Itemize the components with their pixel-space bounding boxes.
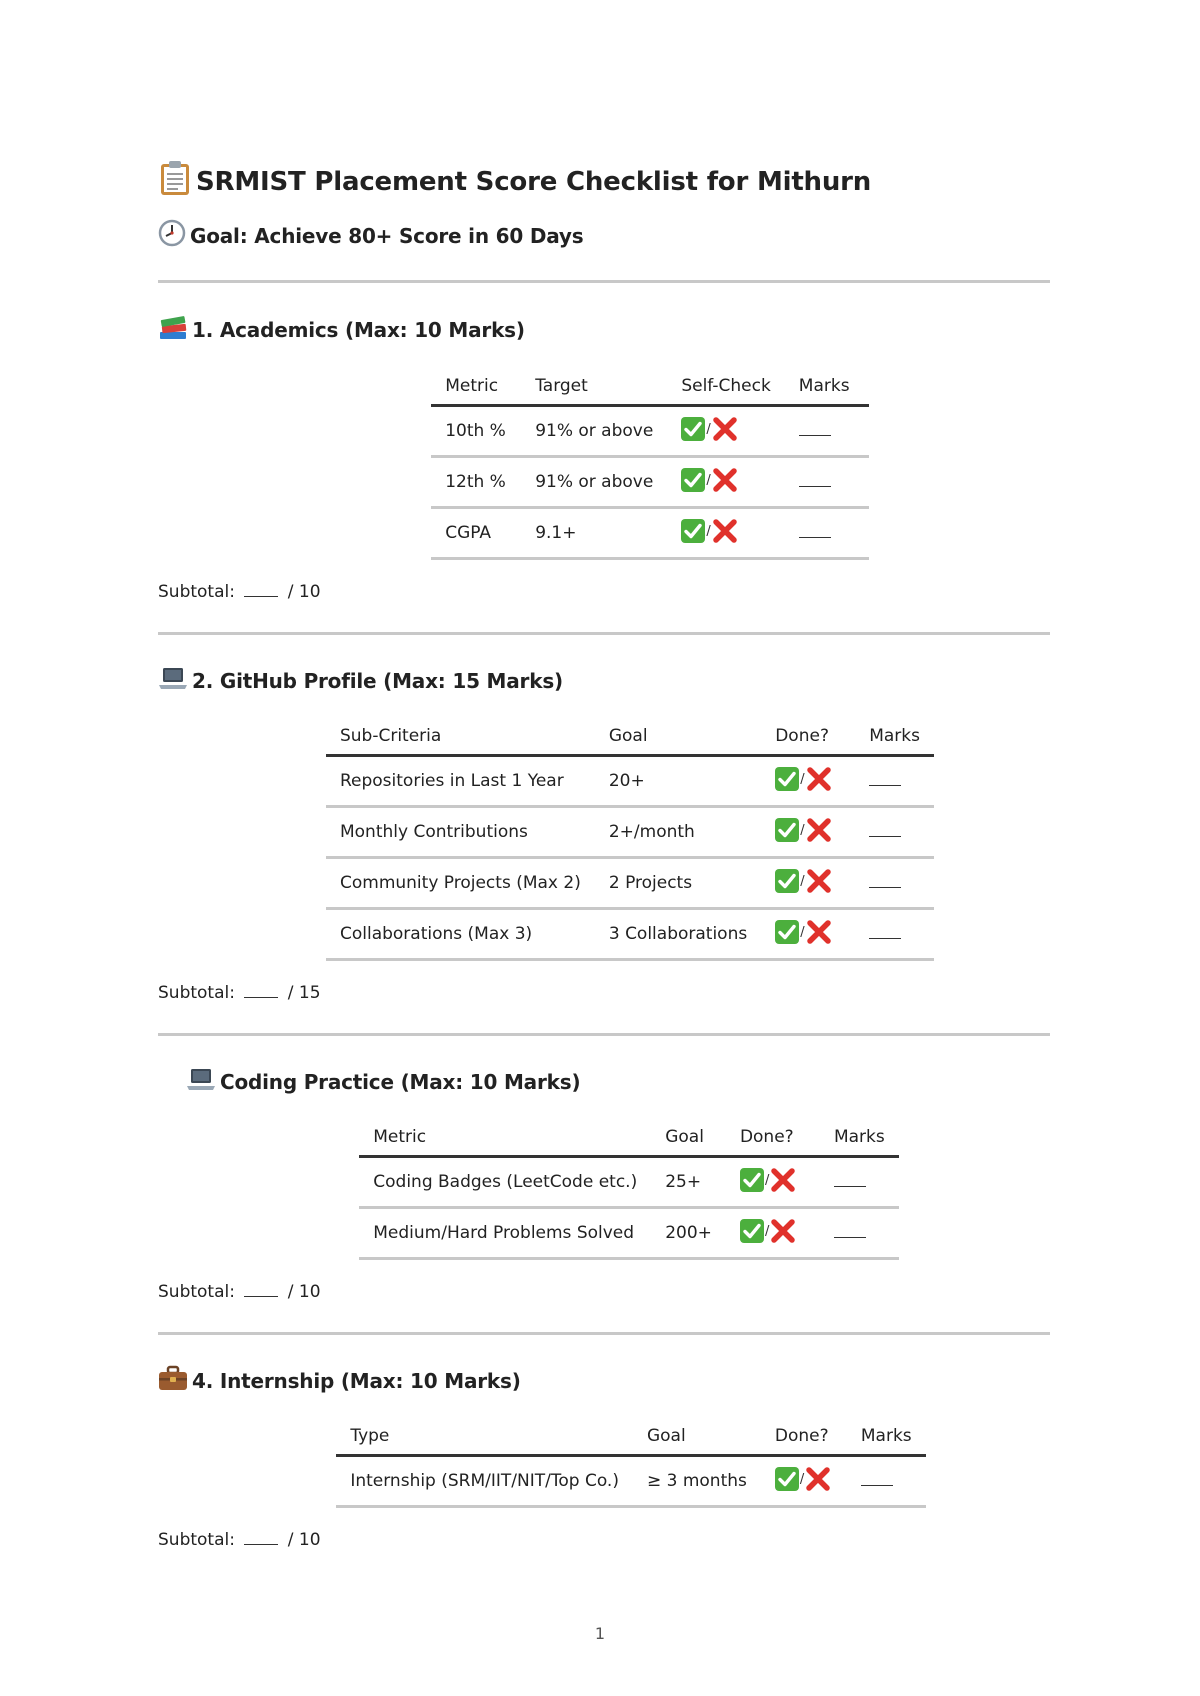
subtotal-label: Subtotal:: [158, 1282, 235, 1302]
marks-blank[interactable]: [799, 472, 831, 487]
col-header: Type: [336, 1420, 633, 1456]
row-label: CGPA: [431, 508, 521, 559]
marks-cell: [785, 406, 869, 457]
table-row: [326, 807, 934, 858]
marks-blank[interactable]: [799, 421, 831, 436]
col-header: Metric: [359, 1121, 651, 1157]
marks-cell: [847, 1456, 926, 1507]
document-page: [158, 160, 1050, 1550]
cross-mark-icon[interactable]: [712, 518, 738, 544]
self-check-cell: [667, 457, 784, 508]
marks-cell: [820, 1208, 899, 1259]
books-icon: [158, 313, 188, 346]
goal-text: Goal: Achieve 80+ Score in 60 Days: [190, 223, 584, 248]
col-header: Done?: [761, 1420, 847, 1456]
page-number: 1: [594, 1624, 606, 1643]
table-row: [336, 1456, 925, 1507]
row-goal: 200+: [651, 1208, 726, 1259]
table-row: [431, 406, 869, 457]
subtotal: [158, 582, 1050, 602]
marks-cell: [855, 909, 934, 960]
table-row: [326, 909, 934, 960]
section-heading-text: Coding Practice (Max: 10 Marks): [220, 1069, 581, 1094]
col-header: Self-Check: [667, 370, 784, 406]
marks-blank[interactable]: [869, 924, 901, 939]
table-body: [326, 756, 934, 960]
document-title: [158, 160, 1050, 203]
subtotal-blank[interactable]: [244, 983, 278, 998]
subtotal: [158, 983, 1050, 1003]
cross-mark-icon[interactable]: [712, 467, 738, 493]
self-check-cell: [726, 1157, 820, 1208]
cross-mark-icon[interactable]: [806, 868, 832, 894]
cross-mark-icon[interactable]: [805, 1466, 831, 1492]
divider: [158, 280, 1050, 283]
section-heading: [158, 665, 1050, 696]
self-check-cell: [726, 1208, 820, 1259]
row-goal: 2 Projects: [595, 858, 761, 909]
check-separator: /: [799, 1471, 805, 1487]
marks-blank[interactable]: [834, 1223, 866, 1238]
table-row: [326, 858, 934, 909]
row-label: 12th %: [431, 457, 521, 508]
row-label: Repositories in Last 1 Year: [326, 756, 595, 807]
divider: [158, 1033, 1050, 1036]
row-label: 10th %: [431, 406, 521, 457]
row-label: Monthly Contributions: [326, 807, 595, 858]
self-check-cell: [761, 909, 855, 960]
check-separator: /: [800, 822, 805, 838]
table-body: [336, 1456, 925, 1507]
marks-cell: [855, 756, 934, 807]
check-separator: /: [706, 421, 711, 437]
col-header: Done?: [726, 1121, 820, 1157]
cross-mark-icon[interactable]: [770, 1218, 796, 1244]
section-heading: [158, 313, 1050, 346]
check-mark-button-icon[interactable]: [775, 1467, 799, 1491]
coding-table: [359, 1121, 898, 1260]
subtotal-label: Subtotal:: [158, 1530, 235, 1550]
col-header: Goal: [651, 1121, 726, 1157]
col-header: Done?: [761, 720, 855, 756]
row-label: Internship (SRM/IIT/NIT/Top Co.): [336, 1456, 633, 1507]
check-mark-button-icon[interactable]: [681, 417, 705, 441]
github-table: [326, 720, 934, 961]
self-check: [775, 817, 831, 843]
section-heading-text: 2. GitHub Profile (Max: 15 Marks): [192, 668, 563, 693]
self-check: [775, 919, 831, 945]
self-check: [740, 1167, 796, 1193]
row-goal: 20+: [595, 756, 761, 807]
cross-mark-icon[interactable]: [806, 766, 832, 792]
goal-heading: [158, 219, 1050, 252]
row-goal: 91% or above: [521, 406, 667, 457]
self-check-cell: [761, 858, 855, 909]
subtotal: [158, 1282, 1050, 1302]
marks-cell: [855, 807, 934, 858]
marks-blank[interactable]: [869, 822, 901, 837]
title-text: SRMIST Placement Score Checklist for Mithurn: [196, 166, 872, 197]
check-mark-button-icon[interactable]: [681, 468, 705, 492]
col-header: Target: [521, 370, 667, 406]
row-goal: 91% or above: [521, 457, 667, 508]
col-header: Metric: [431, 370, 521, 406]
table-wrapper: [158, 720, 1050, 961]
marks-blank[interactable]: [869, 873, 901, 888]
check-separator: /: [706, 523, 711, 539]
cross-mark-icon[interactable]: [806, 817, 832, 843]
self-check-cell: [667, 406, 784, 457]
check-mark-button-icon[interactable]: [775, 818, 799, 842]
subtotal-blank[interactable]: [244, 1282, 278, 1297]
row-label: Collaborations (Max 3): [326, 909, 595, 960]
marks-cell: [785, 508, 869, 559]
divider: [158, 1332, 1050, 1335]
table-wrapper: [158, 1121, 1050, 1260]
clipboard-icon: [158, 160, 192, 203]
self-check: [775, 1466, 831, 1492]
table-body: [431, 406, 869, 559]
check-mark-button-icon[interactable]: [775, 869, 799, 893]
laptop-icon: [158, 665, 188, 696]
row-goal: 2+/month: [595, 807, 761, 858]
table-row: [359, 1208, 898, 1259]
subtotal-max: / 10: [287, 1530, 321, 1550]
col-header: Marks: [847, 1420, 926, 1456]
marks-blank[interactable]: [861, 1471, 893, 1486]
col-header: Marks: [855, 720, 934, 756]
self-check: [775, 766, 831, 792]
check-separator: /: [800, 771, 805, 787]
clock-icon: [158, 219, 186, 252]
self-check: [681, 467, 737, 493]
section-heading-text: 1. Academics (Max: 10 Marks): [192, 317, 525, 342]
self-check: [681, 416, 737, 442]
self-check-cell: [667, 508, 784, 559]
table-wrapper: [158, 1420, 1050, 1508]
col-header: Marks: [785, 370, 869, 406]
row-label: Community Projects (Max 2): [326, 858, 595, 909]
marks-cell: [820, 1157, 899, 1208]
table-row: [431, 508, 869, 559]
check-separator: /: [764, 1172, 770, 1188]
row-goal: 25+: [651, 1157, 726, 1208]
marks-blank[interactable]: [869, 771, 901, 786]
subtotal-label: Subtotal:: [158, 582, 235, 602]
divider: [158, 632, 1050, 635]
self-check: [740, 1218, 796, 1244]
cross-mark-icon[interactable]: [770, 1167, 796, 1193]
self-check-cell: [761, 1456, 847, 1507]
col-header: Goal: [595, 720, 761, 756]
check-mark-button-icon[interactable]: [740, 1219, 764, 1243]
subtotal-max: / 10: [287, 1282, 321, 1302]
row-goal: 3 Collaborations: [595, 909, 761, 960]
marks-cell: [855, 858, 934, 909]
row-goal: ≥ 3 months: [633, 1456, 761, 1507]
check-mark-button-icon[interactable]: [775, 767, 799, 791]
self-check-cell: [761, 756, 855, 807]
row-goal: 9.1+: [521, 508, 667, 559]
marks-cell: [785, 457, 869, 508]
subtotal-max: / 15: [287, 983, 321, 1003]
section-coding: [158, 1066, 1050, 1302]
cross-mark-icon[interactable]: [712, 416, 738, 442]
academics-table: [431, 370, 869, 560]
section-heading-text: 4. Internship (Max: 10 Marks): [192, 1368, 521, 1393]
self-check-cell: [761, 807, 855, 858]
check-separator: /: [800, 873, 805, 889]
col-header: Marks: [820, 1121, 899, 1157]
subtotal-max: / 10: [287, 582, 321, 602]
table-row: [326, 756, 934, 807]
briefcase-icon: [158, 1365, 188, 1396]
check-mark-button-icon[interactable]: [681, 519, 705, 543]
table-wrapper: [158, 370, 1050, 560]
subtotal: [158, 1530, 1050, 1550]
col-header: Sub-Criteria: [326, 720, 595, 756]
row-label: Medium/Hard Problems Solved: [359, 1208, 651, 1259]
subtotal-blank[interactable]: [244, 582, 278, 597]
laptop-icon: [186, 1066, 216, 1097]
col-header: Goal: [633, 1420, 761, 1456]
check-mark-button-icon[interactable]: [775, 920, 799, 944]
self-check: [681, 518, 737, 544]
cross-mark-icon[interactable]: [806, 919, 832, 945]
check-separator: /: [706, 472, 711, 488]
check-separator: /: [800, 924, 805, 940]
table-body: [359, 1157, 898, 1259]
row-label: Coding Badges (LeetCode etc.): [359, 1157, 651, 1208]
table-row: [359, 1157, 898, 1208]
table-row: [431, 457, 869, 508]
check-mark-button-icon[interactable]: [740, 1168, 764, 1192]
internship-table: [336, 1420, 925, 1508]
section-github: [158, 665, 1050, 1003]
marks-blank[interactable]: [834, 1172, 866, 1187]
marks-blank[interactable]: [799, 523, 831, 538]
section-academics: [158, 313, 1050, 602]
section-internship: [158, 1365, 1050, 1550]
section-heading: [158, 1365, 1050, 1396]
subtotal-label: Subtotal:: [158, 983, 235, 1003]
subtotal-blank[interactable]: [244, 1530, 278, 1545]
self-check: [775, 868, 831, 894]
section-heading: [158, 1066, 1050, 1097]
check-separator: /: [764, 1223, 770, 1239]
